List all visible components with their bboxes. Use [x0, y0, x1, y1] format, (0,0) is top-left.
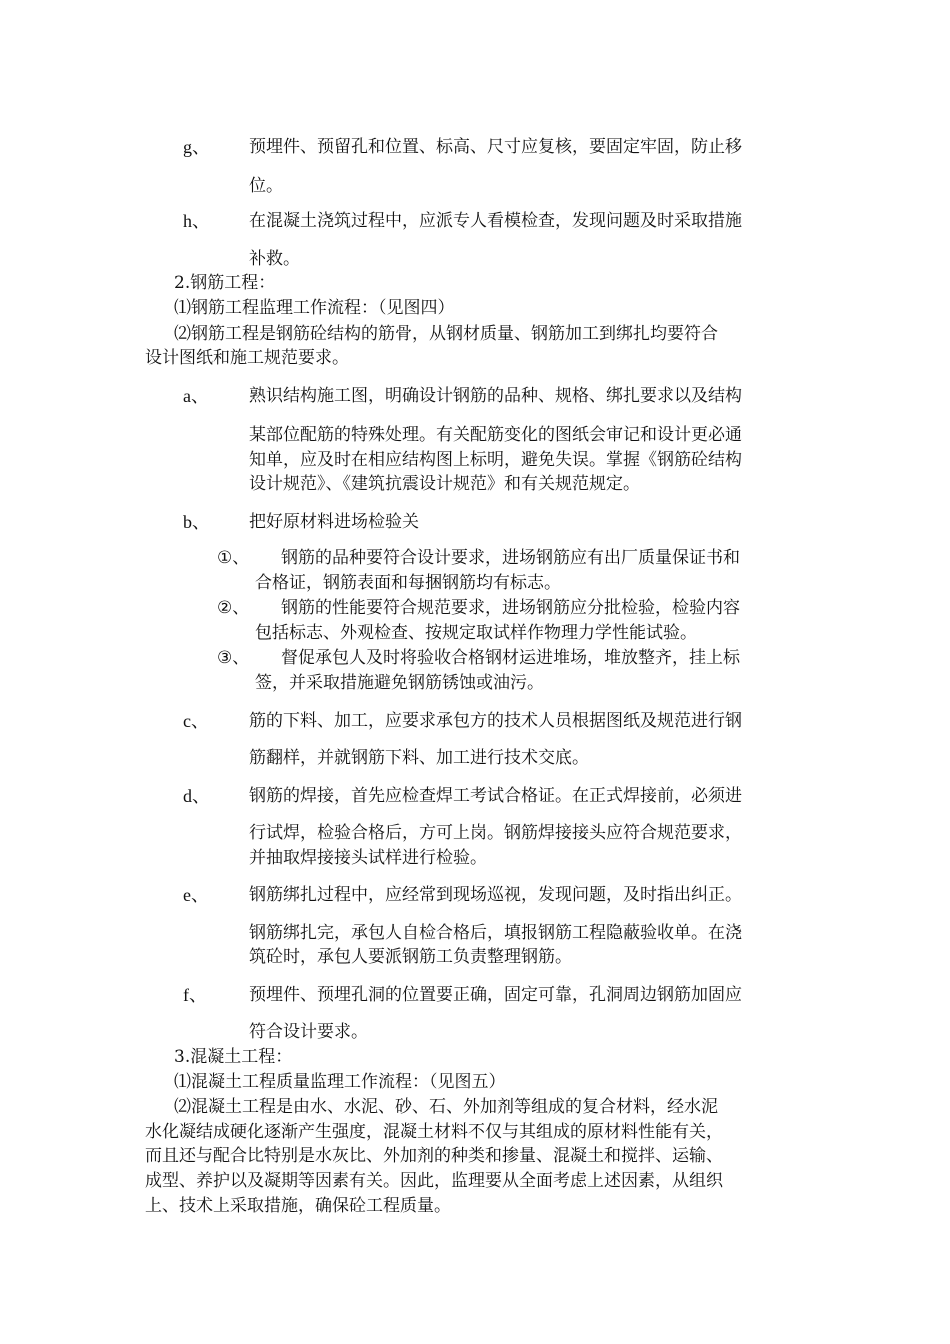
item-g-marker: g、	[183, 137, 210, 157]
sub-item-3-marker: ③、	[217, 648, 250, 668]
item-a-line-2: 某部位配筋的特殊处理。有关配筋变化的图纸会审记和设计更必通	[249, 425, 742, 445]
item-c-marker: c、	[183, 711, 209, 731]
item-e-line-2: 钢筋绑扎完，承包人自检合格后，填报钢筋工程隐蔽验收单。在浇	[249, 923, 742, 943]
sub-item-1-line-1: 钢筋的品种要符合设计要求，进场钢筋应有出厂质量保证书和	[281, 548, 740, 568]
section-2-paragraph-2-line-2: 设计图纸和施工规范要求。	[145, 348, 349, 368]
item-d-line-1: 钢筋的焊接，首先应检查焊工考试合格证。在正式焊接前，必须进	[249, 786, 742, 806]
item-a-line-1: 熟识结构施工图，明确设计钢筋的品种、规格、绑扎要求以及结构	[249, 386, 742, 406]
item-a-line-3: 知单，应及时在相应结构图上标明，避免失误。掌握《钢筋砼结构	[249, 450, 742, 470]
sub-item-2-line-2: 包括标志、外观检查、按规定取试样作物理力学性能试验。	[255, 623, 697, 643]
sub-item-1-marker: ①、	[217, 548, 250, 568]
section-2-heading: 2.钢筋工程：	[174, 273, 276, 293]
item-h-line-1: 在混凝土浇筑过程中，应派专人看模检查，发现问题及时采取措施	[249, 211, 742, 231]
item-a-line-4: 设计规范》、《建筑抗震设计规范》和有关规范规定。	[249, 474, 640, 494]
item-f-line-2: 符合设计要求。	[249, 1022, 368, 1042]
item-g-line-2: 位。	[249, 176, 283, 196]
item-c-line-1: 筋的下料、加工，应要求承包方的技术人员根据图纸及规范进行钢	[249, 711, 742, 731]
sub-item-2-marker: ②、	[217, 598, 250, 618]
item-h-line-2: 补救。	[249, 249, 300, 269]
item-h-marker: h、	[183, 211, 210, 231]
item-e-line-1: 钢筋绑扎过程中，应经常到现场巡视，发现问题，及时指出纠正。	[249, 885, 742, 905]
item-e-line-3: 筑砼时，承包人要派钢筋工负责整理钢筋。	[249, 947, 572, 967]
section-2-paragraph-1: ⑴钢筋工程监理工作流程：（见图四）	[174, 298, 455, 318]
item-d-marker: d、	[183, 786, 210, 806]
sub-item-3-line-2: 签，并采取措施避免钢筋锈蚀或油污。	[255, 673, 544, 693]
sub-item-1-line-2: 合格证，钢筋表面和每捆钢筋均有标志。	[255, 573, 561, 593]
sub-item-2-line-1: 钢筋的性能要符合规范要求，进场钢筋应分批检验，检验内容	[281, 598, 740, 618]
item-e-marker: e、	[183, 885, 209, 905]
section-3-paragraph-2-line-2: 水化凝结成硬化逐渐产生强度，混凝土材料不仅与其组成的原材料性能有关，	[145, 1122, 723, 1142]
item-g-line-1: 预埋件、预留孔和位置、标高、尺寸应复核，要固定牢固，防止移	[249, 137, 742, 157]
item-d-line-3: 并抽取焊接接头试样进行检验。	[249, 848, 487, 868]
section-3-paragraph-1: ⑴混凝土工程质量监理工作流程：（见图五）	[174, 1072, 506, 1092]
item-f-marker: f、	[183, 985, 207, 1005]
item-b-line-1: 把好原材料进场检验关	[249, 512, 419, 532]
item-c-line-2: 筋翻样，并就钢筋下料、加工进行技术交底。	[249, 748, 589, 768]
item-d-line-2: 行试焊，检验合格后，方可上岗。钢筋焊接接头应符合规范要求，	[249, 823, 742, 843]
item-a-marker: a、	[183, 386, 209, 406]
sub-item-3-line-1: 督促承包人及时将验收合格钢材运进堆场，堆放整齐，挂上标	[281, 648, 740, 668]
section-2-paragraph-2-line-1: ⑵钢筋工程是钢筋砼结构的筋骨，从钢材质量、钢筋加工到绑扎均要符合	[174, 324, 718, 344]
section-3-paragraph-2-line-1: ⑵混凝土工程是由水、水泥、砂、石、外加剂等组成的复合材料，经水泥	[174, 1097, 718, 1117]
section-3-paragraph-2-line-5: 上、技术上采取措施，确保砼工程质量。	[145, 1196, 451, 1216]
section-3-paragraph-2-line-4: 成型、养护以及凝期等因素有关。因此，监理要从全面考虑上述因素，从组织	[145, 1171, 723, 1191]
section-3-heading: 3.混凝土工程：	[174, 1047, 293, 1067]
item-b-marker: b、	[183, 512, 210, 532]
item-f-line-1: 预埋件、预埋孔洞的位置要正确，固定可靠，孔洞周边钢筋加固应	[249, 985, 742, 1005]
section-3-paragraph-2-line-3: 而且还与配合比特别是水灰比、外加剂的种类和掺量、混凝土和搅拌、运输、	[145, 1146, 723, 1166]
